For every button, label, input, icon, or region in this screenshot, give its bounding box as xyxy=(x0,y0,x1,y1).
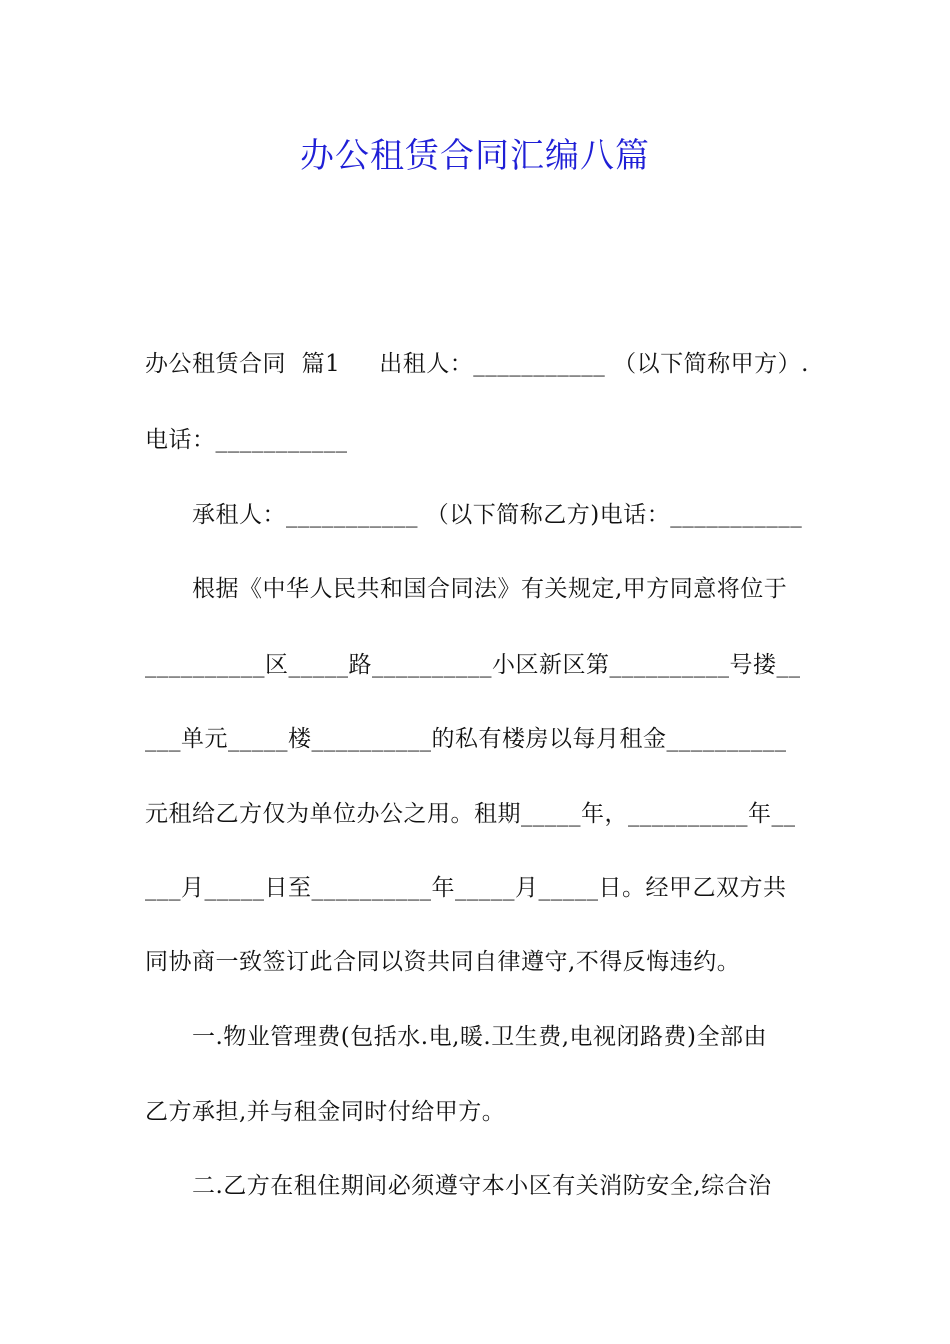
clause-one-continuation: 乙方承担,并与租金同时付给甲方。 xyxy=(145,1099,506,1125)
clause-one-line: 一.物业管理费(包括水.电,暖.卫生费,电视闭路费)全部由 xyxy=(192,1024,768,1050)
phone-line: 电话：___________ xyxy=(145,427,348,453)
paragraph-line: __________区_____路__________小区新区第__________号搂__ xyxy=(145,652,801,678)
paragraph-line: 元租给乙方仅为单位办公之用。租期_____年，__________年__ xyxy=(145,801,796,827)
paragraph-line: 同协商一致签订此合同以资共同自律遵守,不得反悔违约。 xyxy=(145,949,741,975)
clause-two-line: 二.乙方在租住期间必须遵守本小区有关消防安全,综合治 xyxy=(192,1173,772,1199)
document-title: 办公租赁合同汇编八篇 xyxy=(300,136,650,176)
paragraph-line: 根据《中华人民共和国合同法》有关规定,甲方同意将位于 xyxy=(192,576,788,602)
paragraph-line: ___单元_____楼__________的私有楼房以每月租金__________ xyxy=(145,726,787,752)
lessee-line: 承租人：___________ （以下简称乙方)电话：___________ xyxy=(192,502,803,528)
paragraph-line: ___月_____日至__________年_____月_____日。经甲乙双方共 xyxy=(145,875,787,901)
contract-header-line: 办公租赁合同 篇1 出租人：___________ （以下简称甲方）. xyxy=(145,351,809,377)
